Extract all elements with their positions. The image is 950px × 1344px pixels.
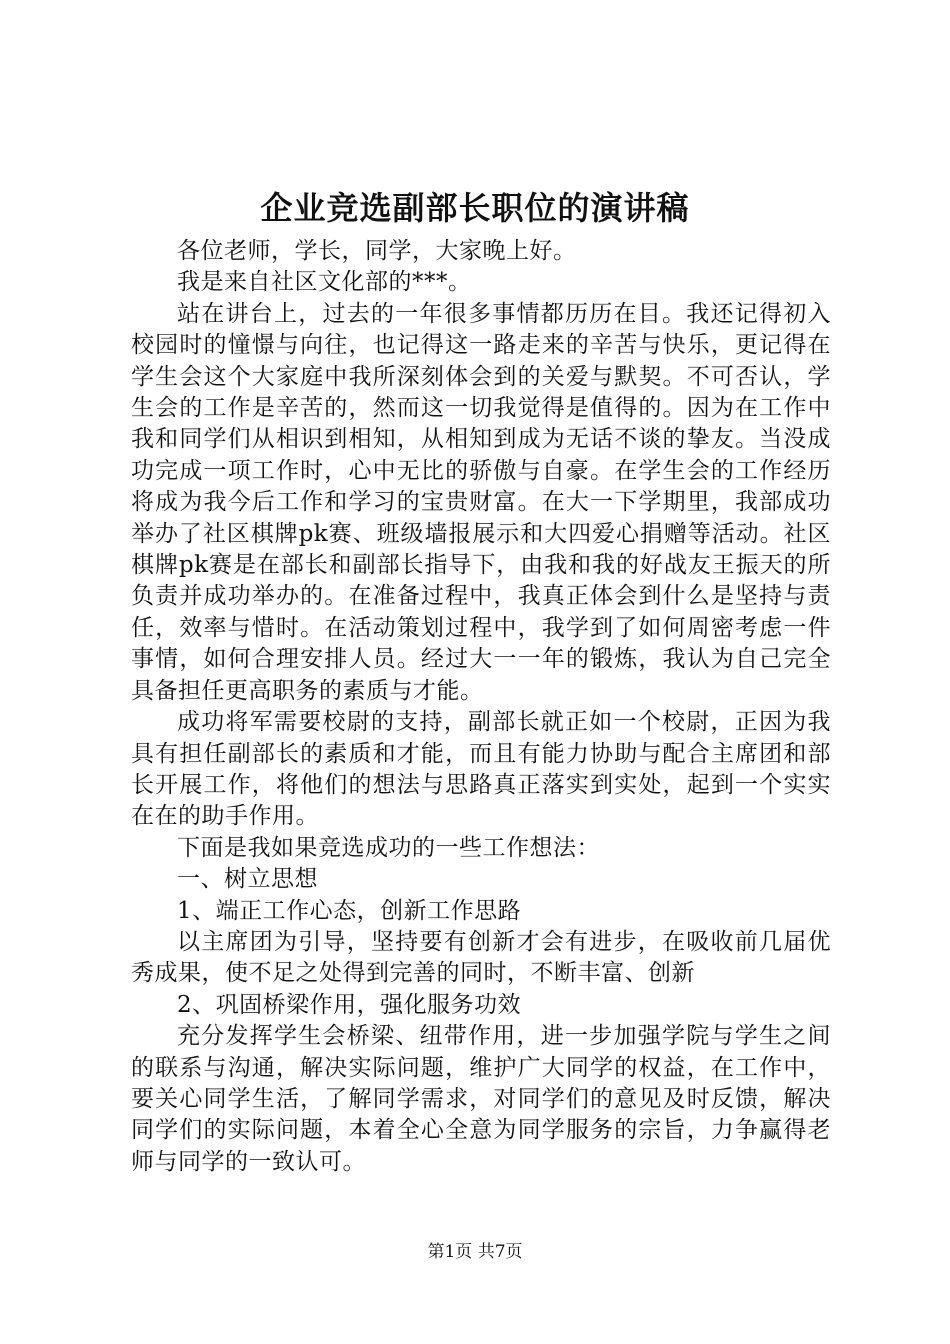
paragraph-qualification: 成功将军需要校尉的支持，副部长就正如一个校尉，正因为我具有担任副部长的素质和才能，而且有能力协助与配合主席团和部长开展工作，将他们的想法与思路真正落实到实处，起到一个实实在在的助手作用。 — [131, 709, 831, 830]
paragraph-experience: 站在讲台上，过去的一年很多事情都历历在目。我还记得初入校园时的憧憬与向往，也记得这一路走来的辛苦与快乐，更记得在学生会这个大家庭中我所深刻体会到的关爱与默契。不可否认，学生会的工作是辛苦的，然而这一切我觉得是值得的。因为在工作中我和同学们从相识到相知，从相知到成为无话不谈的挚友。当没成功完成一项工作时，心中无比的骄傲与自豪。在学生会的工作经历将成为我今后工作和学习的宝贵财富。在大一下学期里，我部成功举办了社区棋牌pk赛、班级墙报展示和大四爱心捐赠等活动。社区棋牌pk赛是在部长和副部长指导下，由我和我的好战友王振天的所负责并成功举办的。在准备过程中，我真正体会到什么是坚持与责任，效率与惜时。在活动策划过程中，我学到了如何周密考虑一件事情，如何合理安排人员。经过大一一年的锻炼，我认为自己完全具备担任更高职务的素质与才能。 — [131, 300, 831, 704]
paragraph-self-intro: 我是来自社区文化部的***。 — [177, 269, 472, 296]
paragraph-plan-1: 以主席团为引导，坚持要有创新才会有进步，在吸收前几届优秀成果，使不足之处得到完善的同时，不断丰富、创新 — [131, 928, 831, 987]
page-number-footer: 第1页 共7页 — [427, 1242, 523, 1262]
paragraph-plan-2: 充分发挥学生会桥梁、纽带作用，进一步加强学院与学生之间的联系与沟通，解决实际问题，维护广大同学的权益，在工作中，要关心同学生活，了解同学需求，对同学们的意见及时反馈，解决同学们的实际问题，本着全心全意为同学服务的宗旨，力争赢得老师与同学的一致认可。 — [131, 1023, 831, 1175]
section-heading-1: 一、树立思想 — [177, 866, 318, 893]
subheading-2: 2、巩固桥梁作用，强化服务功效 — [177, 991, 522, 1018]
subheading-1: 1、端正工作心态，创新工作思路 — [177, 897, 522, 924]
paragraph-plans-intro: 下面是我如果竞选成功的一些工作想法： — [177, 834, 600, 861]
document-body — [131, 236, 831, 1178]
document-title: 企业竞选副部长职位的演讲稿 — [260, 189, 690, 227]
paragraph-greeting: 各位老师，学长，同学，大家晚上好。 — [177, 238, 577, 264]
